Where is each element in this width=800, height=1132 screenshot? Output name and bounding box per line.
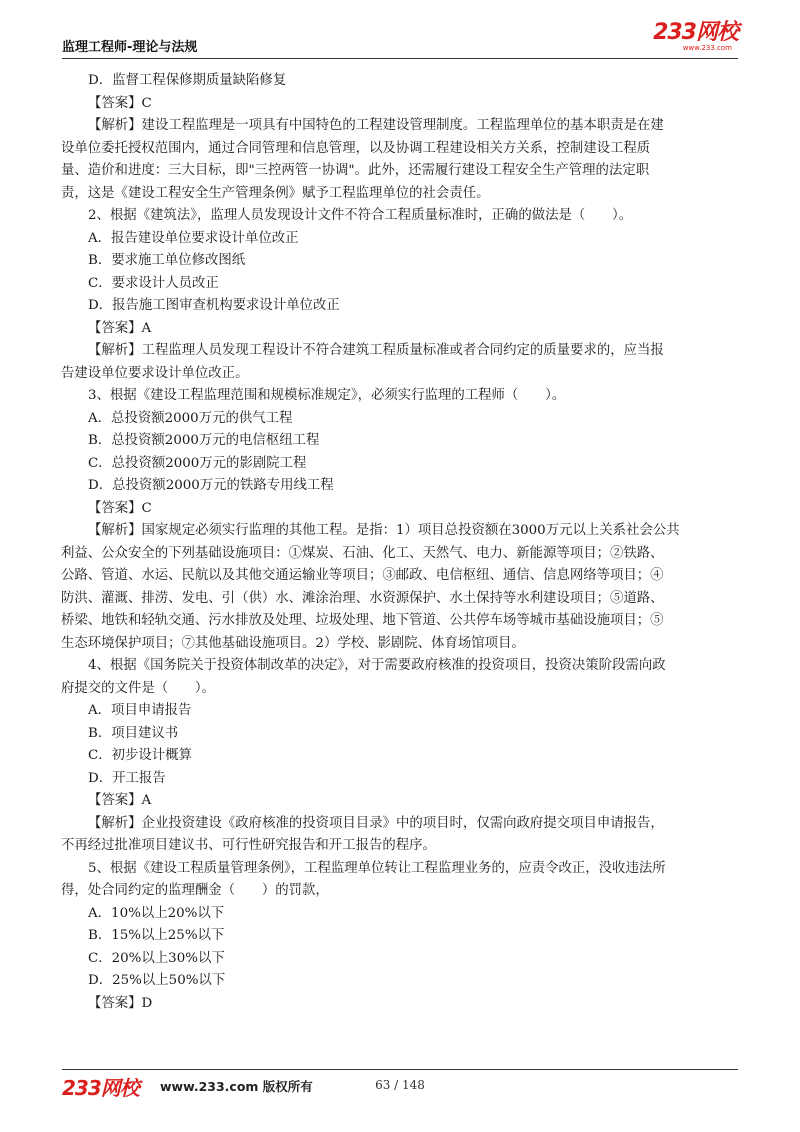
text-line: A．报告建设单位要求设计单位改正 <box>88 230 299 246</box>
footer-divider <box>62 1069 738 1070</box>
page-footer <box>62 1072 738 1102</box>
text-line: 2、根据《建筑法》，监理人员发现设计文件不符合工程质量标准时，正确的做法是（ ）。 <box>88 208 633 223</box>
text-line: 【解析】工程监理人员发现工程设计不符合建筑工程质量标准或者合同约定的质量要求的，应当报 <box>88 343 664 358</box>
text-line: 设单位委托授权范围内，通过合同管理和信息管理，以及协调工程建设相关方关系，控制建设工程质 <box>61 140 651 156</box>
text-line: B．要求施工单位修改图纸 <box>88 253 246 268</box>
page-number: 63 / 148 <box>375 1078 425 1092</box>
text-line: C．初步设计概算 <box>88 748 192 763</box>
text-line: C．要求设计人员改正 <box>88 275 219 291</box>
text-line: 【答案】D <box>88 995 153 1011</box>
text-line: D．开工报告 <box>88 770 166 786</box>
text-line: 【解析】建设工程监理是一项具有中国特色的工程建设管理制度。工程监理单位的基本职责是在建 <box>88 118 664 133</box>
text-line: B．15%以上25%以下 <box>88 928 225 943</box>
text-line: 【答案】C <box>88 500 152 516</box>
text-line: 防洪、灌溉、排涝、发电、引（供）水、滩涂治理、水资源保护、水土保持等水利建设项目；⑤道路、 <box>61 590 664 606</box>
text-line: B．项目建议书 <box>88 725 179 741</box>
text-line: 【解析】国家规定必须实行监理的其他工程。是指：1）项目总投资额在3000万元以上关系社会公共 <box>88 523 680 538</box>
text-line: A．总投资额2000万元的供气工程 <box>88 410 293 426</box>
page-header <box>62 22 738 56</box>
text-line: 利益、公众安全的下列基础设施项目：①煤炭、石油、化工、天然气、电力、新能源等项目；②铁路、 <box>61 545 664 561</box>
text-line: D．总投资额2000万元的铁路专用线工程 <box>88 478 334 493</box>
brand-logo <box>653 22 738 52</box>
footer-copyright: www.233.com 版权所有 <box>160 1079 313 1094</box>
text-line: 生态环境保护项目；⑦其他基础设施项目。2）学校、影剧院、体育场馆项目。 <box>61 635 525 651</box>
text-line: 府提交的文件是（ ）。 <box>61 680 215 696</box>
text-line: 【答案】A <box>88 793 152 808</box>
text-line: 公路、管道、水运、民航以及其他交通运输业等项目；③邮政、电信枢纽、通信、信息网络等项目；④ <box>61 568 664 583</box>
text-line: D．监督工程保修期质量缺陷修复 <box>88 73 287 88</box>
header-title: 监理工程师-理论与法规 <box>62 40 198 55</box>
text-line: 责，这是《建设工程安全生产管理条例》赋予工程监理单位的社会责任。 <box>61 185 490 201</box>
text-line: D．报告施工图审查机构要求设计单位改正 <box>88 298 340 313</box>
text-line: 桥梁、地铁和轻轨交通、污水排放及处理、垃圾处理、地下管道、公共停车场等城市基础设施项目；⑤ <box>61 613 664 628</box>
text-line: A．项目申请报告 <box>88 703 192 718</box>
text-line: B．总投资额2000万元的电信枢纽工程 <box>88 433 320 448</box>
document-body <box>61 70 738 1015</box>
footer-logo: 233网校 <box>62 1076 139 1100</box>
text-line: C．20%以上30%以下 <box>88 950 225 966</box>
header-divider <box>62 58 738 59</box>
text-line: 得，处合同约定的监理酬金（ ）的罚款， <box>61 883 329 898</box>
text-line: 不再经过批准项目建议书、可行性研究报告和开工报告的程序。 <box>61 838 436 853</box>
text-line: A．10%以上20%以下 <box>88 905 225 921</box>
text-line: 3、根据《建设工程监理范围和规模标准规定》，必须实行监理的工程师（ ）。 <box>88 388 566 403</box>
text-line: 【答案】C <box>88 95 152 111</box>
logo-text: 233网校 <box>653 20 738 45</box>
text-line: 【答案】A <box>88 320 152 336</box>
text-line: C．总投资额2000万元的影剧院工程 <box>88 455 307 471</box>
text-line: 量、造价和进度：三大目标，即"三控两管一协调"。此外，还需履行建设工程安全生产管理的法定职 <box>61 163 650 178</box>
logo-url: www.233.com <box>682 44 732 52</box>
text-line: 【解析】企业投资建设《政府核准的投资项目目录》中的项目时，仅需向政府提交项目申请报告， <box>88 815 664 831</box>
text-line: D．25%以上50%以下 <box>88 973 226 988</box>
text-line: 4、根据《国务院关于投资体制改革的决定》，对于需要政府核准的投资项目，投资决策阶段需向政 <box>88 658 666 673</box>
text-line: 告建设单位要求设计单位改正。 <box>61 365 249 381</box>
text-line: 5、根据《建设工程质量管理条例》，工程监理单位转让工程监理业务的，应责令改正，没收违法所 <box>88 860 666 876</box>
